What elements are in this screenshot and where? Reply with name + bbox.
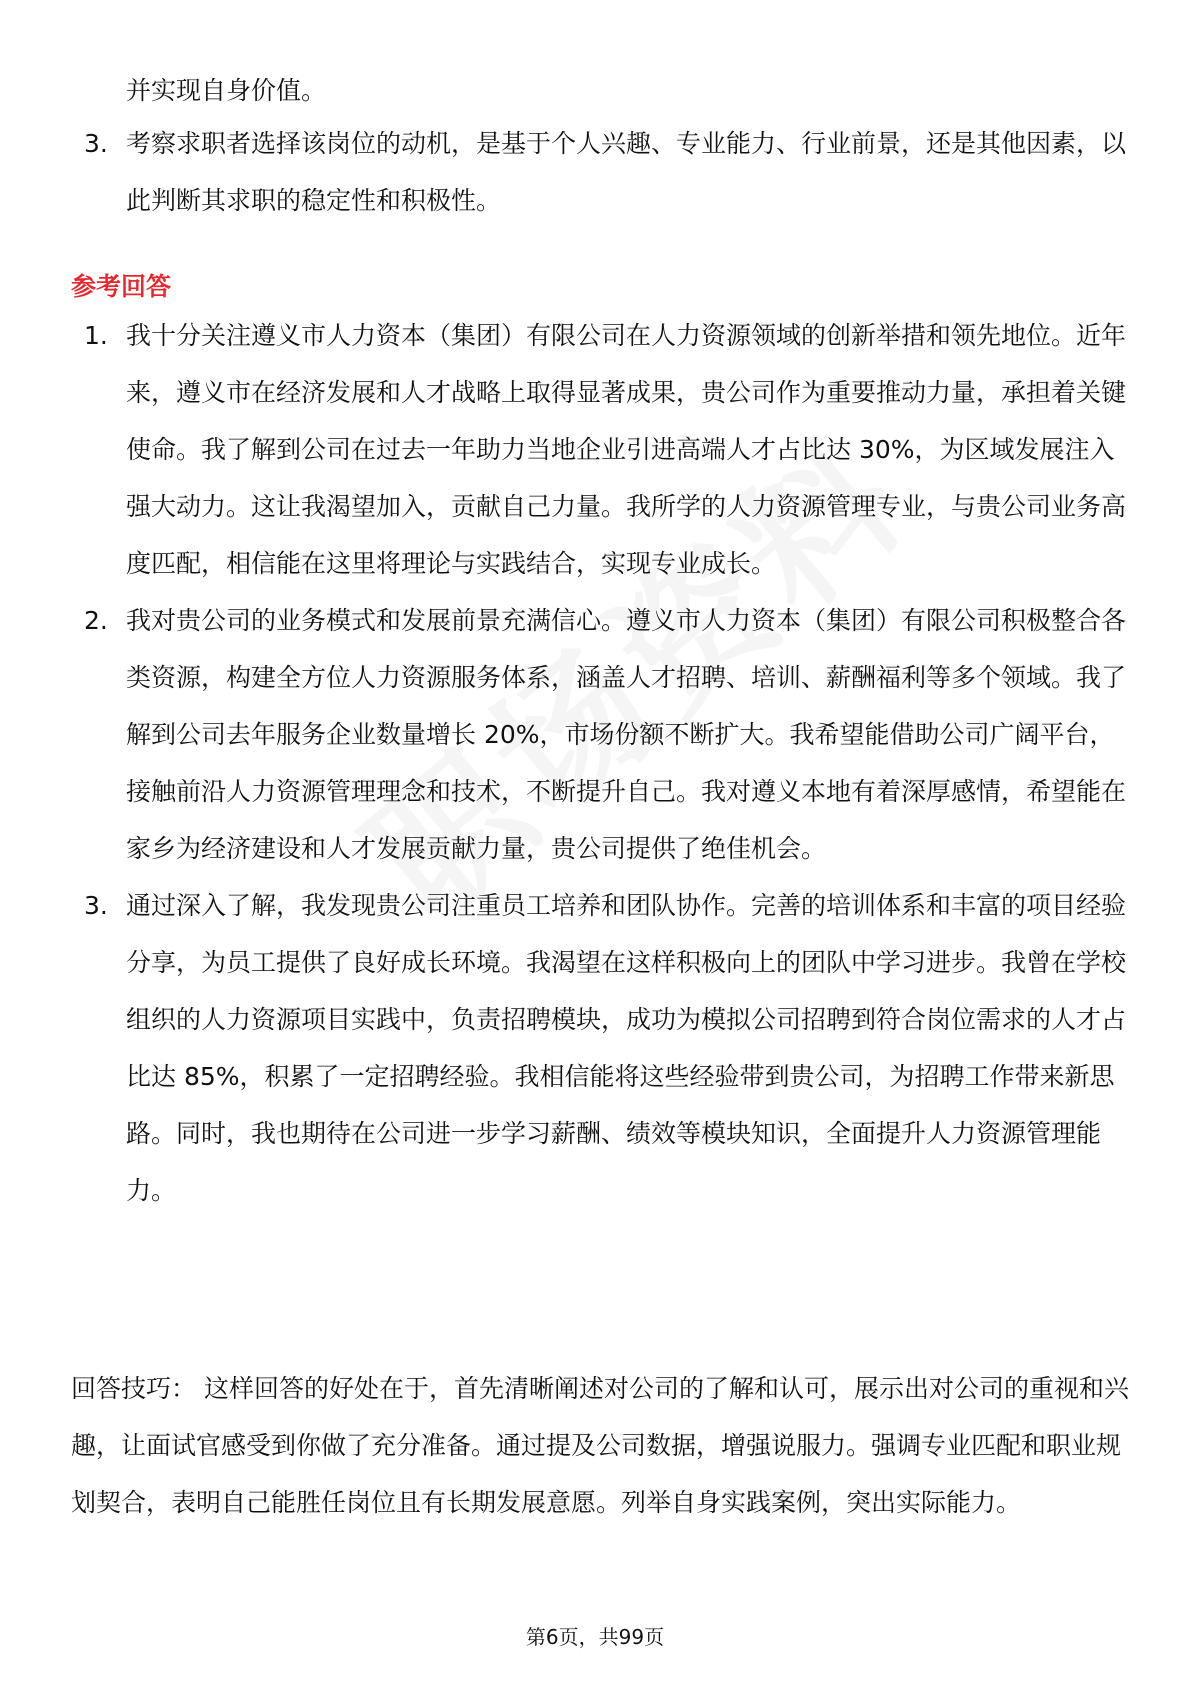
previous-item-continuation: 并实现自身价值。 [126,76,327,105]
previous-list-item-3 [84,115,1130,229]
list-number: 2. [84,606,108,635]
answer-tips: 回答技巧： 这样回答的好处在于，首先清晰阐述对公司的了解和认可，展示出对公司的重视和兴趣，让面试官感受到你做了充分准备。通过提及公司数据，增强说服力。强调专业匹配和职业规划契合，表明自己能胜任岗位且有长期发展意愿。列举自身实践案例，突出实际能力。 [71,1374,1129,1517]
list-item-text: 考察求职者选择该岗位的动机，是基于个人兴趣、专业能力、行业前景，还是其他因素，以此判断其求职的稳定性和积极性。 [126,129,1127,215]
answer-list [84,307,1130,1219]
list-item-text: 我对贵公司的业务模式和发展前景充满信心。遵义市人力资本（集团）有限公司积极整合各类资源，构建全方位人力资源服务体系，涵盖人才招聘、培训、薪酬福利等多个领域。我了解到公司去年服务企业数量增长 20%，市场份额不断扩大。我希望能借助公司广阔平台，接触前沿人力资源管理理念和技术，不断提升自己。我对遵义本地有着深厚感情，希望能在家乡为经济建设和人才发展贡献力量，贵公司提供了绝佳机会。 [126,606,1127,863]
list-number: 3. [84,129,108,158]
answer-item-1 [84,307,1130,592]
section-heading: 参考回答 [71,272,172,301]
list-item-text: 通过深入了解，我发现贵公司注重员工培养和团队协作。完善的培训体系和丰富的项目经验分享，为员工提供了良好成长环境。我渴望在这样积极向上的团队中学习进步。我曾在学校组织的人力资源项目实践中，负责招聘模块，成功为模拟公司招聘到符合岗位需求的人才占比达 85%，积累了一定招聘经验。我相信能将这些经验带到贵公司，为招聘工作带来新思路。同时，我也期待在公司进一步学习薪酬、绩效等模块知识，全面提升人力资源管理能力。 [126,891,1127,1205]
list-number: 3. [84,891,108,920]
page-number: 第6页，共99页 [525,1625,665,1649]
answer-item-3 [84,877,1130,1219]
answer-item-2 [84,592,1130,877]
list-number: 1. [84,321,108,350]
list-item-text: 我十分关注遵义市人力资本（集团）有限公司在人力资源领域的创新举措和领先地位。近年来，遵义市在经济发展和人才战略上取得显著成果，贵公司作为重要推动力量，承担着关键使命。我了解到公司在过去一年助力当地企业引进高端人才占比达 30%，为区域发展注入强大动力。这让我渴望加入，贡献自己力量。我所学的人力资源管理专业，与贵公司业务高度匹配，相信能在这里将理论与实践结合，实现专业成长。 [126,321,1127,578]
